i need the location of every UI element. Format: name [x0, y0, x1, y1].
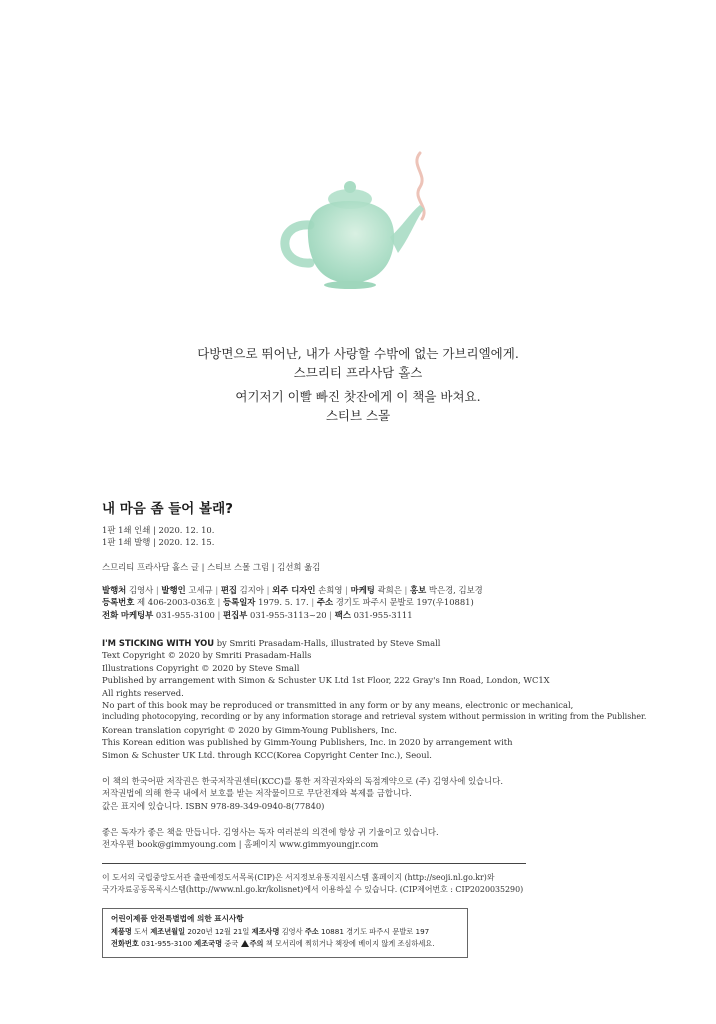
contact-info	[102, 826, 439, 851]
notice-title: 어린이제품 안전특별법에 의한 표시사항	[111, 914, 244, 923]
copyright-line: Simon & Schuster UK Ltd. through KCC(Korea Copyright Center Inc.), Seoul.	[102, 749, 432, 760]
publisher-row-1: 발행처 김영사 | 발행인 고세규 | 편집 김지아 | 외주 디자인 손희영 | 마케팅 곽희은 | 홍보 박은경, 김보경	[102, 585, 483, 595]
dedication-line-2: 여기저기 이빨 빠진 찻잔에게 이 책을 바쳐요.	[235, 389, 481, 404]
divider	[102, 863, 526, 864]
dedication-name-2: 스티브 스몰	[325, 408, 391, 423]
dedication-line-1: 다방면으로 뛰어난, 내가 사랑할 수밖에 없는 가브리엘에게.	[197, 346, 519, 361]
publisher-row-3: 전화 마케팅부 031-955-3100 | 편집부 031-955-3113~20 | 팩스 031-955-3111	[102, 609, 413, 620]
english-title-line: I'M STICKING WITH YOU by Smriti Prasadam-Halls, illustrated by Steve Small	[102, 638, 441, 648]
publisher-info	[102, 584, 483, 621]
teapot-handle	[285, 225, 310, 263]
contact-line: 좋은 독자가 좋은 책을 만듭니다. 김영사는 독자 여러분의 의견에 항상 귀 기울이고 있습니다.	[102, 827, 439, 837]
teapot-body	[308, 201, 394, 283]
cip-line: 이 도서의 국립중앙도서관 출판예정도서목록(CIP)은 서지정보유통지원시스템 홈페이지 (http://seoji.nl.go.kr)와	[102, 873, 495, 882]
credits: 스므리티 프라사담 홀스 글 | 스티브 스몰 그림 | 김선희 옮김	[102, 562, 321, 572]
edition-info	[102, 524, 214, 549]
rights-line: 저작권법에 의해 한국 내에서 보호를 받는 저작물이므로 무단전재와 복제를 금합니다.	[102, 788, 412, 799]
copyright-line: All rights reserved.	[102, 687, 184, 698]
teapot-illustration	[270, 145, 440, 305]
cip-info	[102, 872, 523, 897]
copyright-line: Illustrations Copyright © 2020 by Steve Small	[102, 662, 300, 673]
copyright-line: including photocopying, recording or by any information storage and retrieval system without permission in writing from the Publisher.	[102, 712, 647, 722]
contact-line: 전자우편 book@gimmyoung.com | 홈페이지 www.gimmyoungjr.com	[102, 839, 379, 850]
book-title: 내 마음 좀 들어 볼래?	[102, 501, 233, 517]
copyright-line: Text Copyright © 2020 by Smriti Prasadam-Halls	[102, 650, 312, 661]
warning-triangle-icon	[241, 940, 249, 947]
copyright-line: Published by arrangement with Simon & Schuster UK Ltd 1st Floor, 222 Gray's Inn Road, London, WC1X	[102, 675, 550, 686]
english-copyright	[102, 637, 646, 761]
notice-line-1: 제품명 도서 제조년월일 2020년 12월 21일 제조사명 김영사 주소 10881 경기도 파주시 문발로 197	[111, 927, 430, 936]
teapot-spout	[390, 205, 424, 253]
dedication-name-1: 스므리티 프라사담 홀스	[293, 365, 423, 380]
safety-notice-box	[102, 908, 468, 958]
copyright-line: Korean translation copyright © 2020 by Gimm-Young Publishers, Inc.	[102, 724, 397, 735]
edition-publish: 1판 1쇄 발행 | 2020. 12. 15.	[102, 537, 215, 548]
copyright-line: No part of this book may be reproduced or transmitted in any form or by any means, electronic or mechanical,	[102, 700, 574, 711]
rights-line: 값은 표지에 있습니다. ISBN 978-89-349-0940-8(77840)	[102, 800, 325, 811]
rights-line: 이 책의 한국어판 저작권은 한국저작권센터(KCC)를 통한 저작권자와의 독점계약으로 (주) 김영사에 있습니다.	[102, 776, 503, 786]
teapot-base	[324, 281, 376, 289]
edition-print: 1판 1쇄 인쇄 | 2020. 12. 10.	[102, 525, 215, 535]
notice-line-2: 전화번호 031-955-3100 제조국명 중국 주의 책 모서리에 찍히거나 책장에 베이지 않게 조심하세요.	[111, 939, 435, 948]
cip-line: 국가자료공동목록시스템(http://www.nl.go.kr/kolisnet)에서 이용하실 수 있습니다. (CIP제어번호 : CIP2020035290)	[102, 885, 524, 895]
teapot-knob	[344, 181, 356, 193]
copyright-line: This Korean edition was published by Gimm-Young Publishers, Inc. in 2020 by arrangement with	[102, 737, 513, 748]
publisher-row-2: 등록번호 제 406-2003-036호 | 등록일자 1979. 5. 17. | 주소 경기도 파주시 문발로 197(우10881)	[102, 597, 474, 608]
korean-rights	[102, 775, 503, 812]
